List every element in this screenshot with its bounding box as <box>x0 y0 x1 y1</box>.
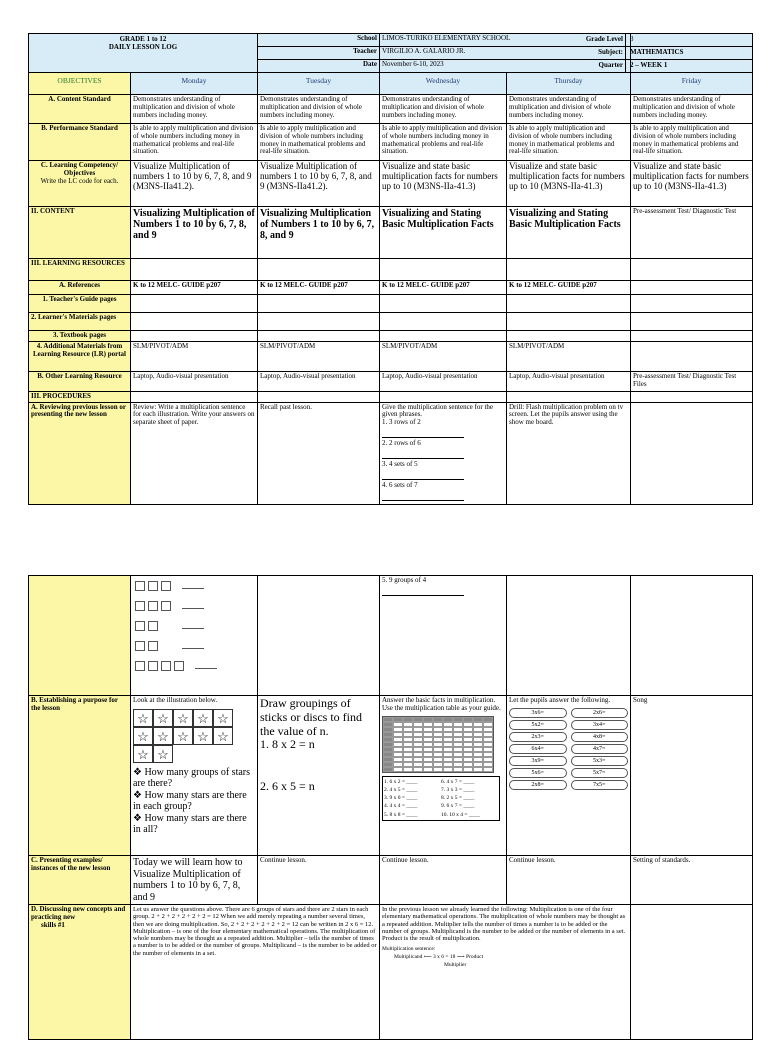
additional-tue: SLM/PIVOT/ADM <box>258 341 380 371</box>
lesson-log-table-page1 <box>28 33 753 505</box>
table-cell <box>383 767 393 772</box>
other-tue: Laptop, Audio-visual presentation <box>258 371 380 391</box>
table-cell <box>453 767 463 772</box>
table-cell <box>413 767 423 772</box>
additional-materials-label: 4. Additional Materials from Learning Resource (LR) portal <box>29 341 131 371</box>
school-label: School <box>258 34 380 47</box>
reviewing-wed: Give the multiplication sentence for the given phrases. 1. 3 rows of 2 2. 2 rows of 6 3. 4 sets of 5 4. 6 sets of 7 <box>380 402 507 504</box>
discussing-wed: In the previous lesson we already learned the following: Multiplication is one of the four elementary mathematical operations. The multiplication of whole numbers may be thought as a repeated addition. Multiplier tells the number of times a number is to be added or the number of groups. Multiplicand is the number to be added or the number of elements in a set. Product is the result of multiplication. Multiplication sentence: Multiplicand ⟵ 3 x 6 = 18 ⟶ Product Multiplier <box>380 905 631 1040</box>
content-label: II. CONTENT <box>29 207 131 259</box>
discussing-label: D. Discussing new concepts and practicing new skills #1 <box>29 905 131 1040</box>
additional-thu: SLM/PIVOT/ADM <box>507 341 631 371</box>
purpose-tue: Draw groupings of sticks or discs to find the value of n. 1. 8 x 2 = n 2. 6 x 5 = n <box>258 696 380 856</box>
procedures-label: III. PROCEDURES <box>29 391 131 402</box>
competency-tue: Visualize Multiplication of numbers 1 to 10 by 6, 7, 8, and 9 (M3NS-IIa41.2). <box>258 161 380 207</box>
additional-wed: SLM/PIVOT/ADM <box>380 341 507 371</box>
other-wed: Laptop, Audio-visual presentation <box>380 371 507 391</box>
table-cell <box>463 767 473 772</box>
purpose-fri: Song <box>631 696 753 856</box>
content-standard-tue: Demonstrates understanding of multiplication and division of whole numbers including money. <box>258 95 380 124</box>
table-cell <box>423 767 433 772</box>
competency-label: C. Learning Competency/ Objectives Write the LC code for each. <box>29 161 131 207</box>
ant-problems: 3x6= 2x6= 5x2= 3x4= 2x3= 4x8= 6x4= 4x7= 3x9= 5x3= 5x6= 5x7= 2x8= 7x5= <box>509 708 628 790</box>
table-cell <box>433 767 443 772</box>
purpose-label: B. Establishing a purpose for the lesson <box>29 696 131 856</box>
presenting-tue: Continue lesson. <box>258 856 380 905</box>
reviewing-tue: Recall past lesson. <box>258 402 380 504</box>
performance-standard-tue: Is able to apply multiplication and division of whole numbers including money in mathematical problems and real-life situation. <box>258 124 380 161</box>
competency-mon: Visualize Multiplication of numbers 1 to 10 by 6, 7, 8, and 9 (M3NS-IIa41.2). <box>131 161 258 207</box>
date-value: November 6-10, 2023 <box>380 60 631 73</box>
performance-standard-fri: Is able to apply multiplication and division of whole numbers including money in mathematical problems and real-life situation. <box>631 124 753 161</box>
performance-standard-mon: Is able to apply multiplication and division of whole numbers including money in mathematical problems and real-life situation. <box>131 124 258 161</box>
other-resources-label: B. Other Learning Resource <box>29 371 131 391</box>
multiplication-diagram: Multiplication sentence: Multiplicand ⟵ 3 x 6 = 18 ⟶ Product Multiplier <box>382 946 484 968</box>
content-standard-thu: Demonstrates understanding of multiplication and division of whole numbers including money. <box>507 95 631 124</box>
references-wed: K to 12 MELC- GUIDE p207 <box>380 281 507 295</box>
textbook-label: 3. Textbook pages <box>29 331 131 342</box>
table-cell <box>483 767 493 772</box>
other-thu: Laptop, Audio-visual presentation <box>507 371 631 391</box>
grade-subject-quarter-block: Grade Level 3 Subject: MATHEMATICS Quarter 2 – WEEK 1 <box>505 33 752 72</box>
content-mon: Visualizing Multiplication of Numbers 1 to 10 by 6, 7, 8, and 9 <box>131 207 258 259</box>
stars-illustration: ☆ ☆ ☆ ☆ ☆ ☆ ☆ ☆ ☆ ☆ ☆ ☆ <box>133 709 251 763</box>
content-wed: Visualizing and Stating Basic Multiplication Facts <box>380 207 507 259</box>
presenting-thu: Continue lesson. <box>507 856 631 905</box>
presenting-mon: Today we will learn how to Visualize Multiplication of numbers 1 to 10 by 6, 7, 8, and 9 <box>131 856 258 905</box>
tuesday-header: Tuesday <box>258 73 380 95</box>
review-illustrations <box>131 576 258 696</box>
reviewing-label: A. Reviewing previous lesson or presenting the new lesson <box>29 402 131 504</box>
content-tue: Visualizing Multiplication of Numbers 1 to 10 by 6, 7, 8, and 9 <box>258 207 380 259</box>
objectives-header: OBJECTIVES <box>29 73 131 95</box>
learners-materials-label: 2. Learner's Materials pages <box>29 313 131 331</box>
content-fri: Pre-assessment Test/ Diagnostic Test <box>631 207 753 259</box>
teachers-guide-label: 1. Teacher's Guide pages <box>29 295 131 313</box>
table-cell <box>473 767 483 772</box>
references-label: A. References <box>29 281 131 295</box>
content-standard-wed: Demonstrates understanding of multiplication and division of whole numbers including money. <box>380 95 507 124</box>
resources-label: III. LEARNING RESOURCES <box>29 259 131 281</box>
thursday-header: Thursday <box>507 73 631 95</box>
presenting-label: C. Presenting examples/ instances of the new lesson <box>29 856 131 905</box>
teacher-value: VIRGILIO A. GALARIO JR. <box>380 47 631 60</box>
references-mon: K to 12 MELC- GUIDE p207 <box>131 281 258 295</box>
lesson-log-table-page2 <box>28 575 753 1040</box>
table-cell <box>403 767 413 772</box>
competency-fri: Visualize and state basic multiplication facts for numbers up to 10 (M3NS-IIa-41.3) <box>631 161 753 207</box>
school-value: LIMOS-TURIKO ELEMENTARY SCHOOL <box>380 34 631 47</box>
monday-header: Monday <box>131 73 258 95</box>
reviewing-wed-cont: 5. 9 groups of 4 <box>380 576 507 696</box>
discussing-mon: Let us answer the questions above. There are 6 groups of stars and there are 2 stars in each group. 2 + 2 + 2 + 2 + 2 + 2 = 12 When we add merely repeating a number several times, then we are doing multiplication. So, 2 + 2 + 2 + 2 + 2 + 2 = 12 can be written in 2 x 6 = 12. Multiplication – is one of the four elementary mathematical operations. The multiplication of whole numbers may be thought as a repeated addition. Multiplier – tells the number of times a number is to be added or the number of groups. Multiplicand – is the number to be added or the number of elements in a set. <box>131 905 380 1040</box>
reviewing-thu: Drill: Flash multiplication problem on tv screen. Let the pupils answer using the show me board. <box>507 402 631 504</box>
content-standard-label: A. Content Standard <box>29 95 131 124</box>
log-title: GRADE 1 to 12 DAILY LESSON LOG <box>29 34 258 73</box>
reviewing-cont-label <box>29 576 131 696</box>
other-fri: Pre-assessment Test/ Diagnostic Test Files <box>631 371 753 391</box>
multiplication-table <box>382 716 494 773</box>
purpose-mon: Look at the illustration below. ☆ ☆ ☆ ☆ ☆ ☆ ☆ ☆ ☆ ☆ ☆ ☆ ❖ How many groups of stars are there? ❖ How many stars are there in each group? ❖ How many stars are there in all? <box>131 696 258 856</box>
competency-wed: Visualize and state basic multiplication facts for numbers up to 10 (M3NS-IIa-41.3) <box>380 161 507 207</box>
reviewing-mon: Review: Write a multiplication sentence for each illustration. Write your answers on separate sheet of paper. <box>131 402 258 504</box>
references-tue: K to 12 MELC- GUIDE p207 <box>258 281 380 295</box>
wednesday-header: Wednesday <box>380 73 507 95</box>
teacher-label: Teacher <box>258 47 380 60</box>
competency-thu: Visualize and state basic multiplication facts for numbers up to 10 (M3NS-IIa-41.3) <box>507 161 631 207</box>
table-cell <box>443 767 453 772</box>
table-cell <box>393 767 403 772</box>
friday-header: Friday <box>631 73 753 95</box>
additional-mon: SLM/PIVOT/ADM <box>131 341 258 371</box>
basic-facts-box: 1. 6 x 2 = ____ 2. 4 x 5 = ____ 3. 9 x 0 = ____ 4. 4 x 4 = ____ 5. 8 x 8 = ____ 6. 4 x 7 = ____ 7. 3 x 3 = ____ 8. 2 x 5 = ____ 9. 6 x 7 = ____ 10. 10 x 4 = ____ <box>382 776 500 821</box>
purpose-wed: Answer the basic facts in multiplication. Use the multiplication table as your guide. 1. 6 x 2 = ____ 2. 4 x 5 = ____ 3. 9 x 0 = ____ 4. 4 x 4 = ____ 5. 8 x 8 = ____ 6. 4 x 7 = ____ 7. 3 x 3 = ____ 8. 2 x 5 = ____ 9. 6 x 7 = ____ 10. 10 x 4 = ____ <box>380 696 507 856</box>
references-thu: K to 12 MELC- GUIDE p207 <box>507 281 631 295</box>
purpose-thu: Let the pupils answer the following. 3x6= 2x6= 5x2= 3x4= 2x3= 4x8= 6x4= 4x7= 3x9= 5x3= 5x6= 5x7= 2x8= 7x5= <box>507 696 631 856</box>
performance-standard-wed: Is able to apply multiplication and division of whole numbers including money in mathematical problems and real-life situation. <box>380 124 507 161</box>
content-thu: Visualizing and Stating Basic Multiplication Facts <box>507 207 631 259</box>
other-mon: Laptop, Audio-visual presentation <box>131 371 258 391</box>
performance-standard-label: B. Performance Standard <box>29 124 131 161</box>
presenting-wed: Continue lesson. <box>380 856 507 905</box>
content-standard-fri: Demonstrates understanding of multiplication and division of whole numbers including money. <box>631 95 753 124</box>
content-standard-mon: Demonstrates understanding of multiplication and division of whole numbers including money. <box>131 95 258 124</box>
performance-standard-thu: Is able to apply multiplication and division of whole numbers including money in mathematical problems and real-life situation. <box>507 124 631 161</box>
presenting-fri: Setting of standards. <box>631 856 753 905</box>
date-label: Date <box>258 60 380 73</box>
